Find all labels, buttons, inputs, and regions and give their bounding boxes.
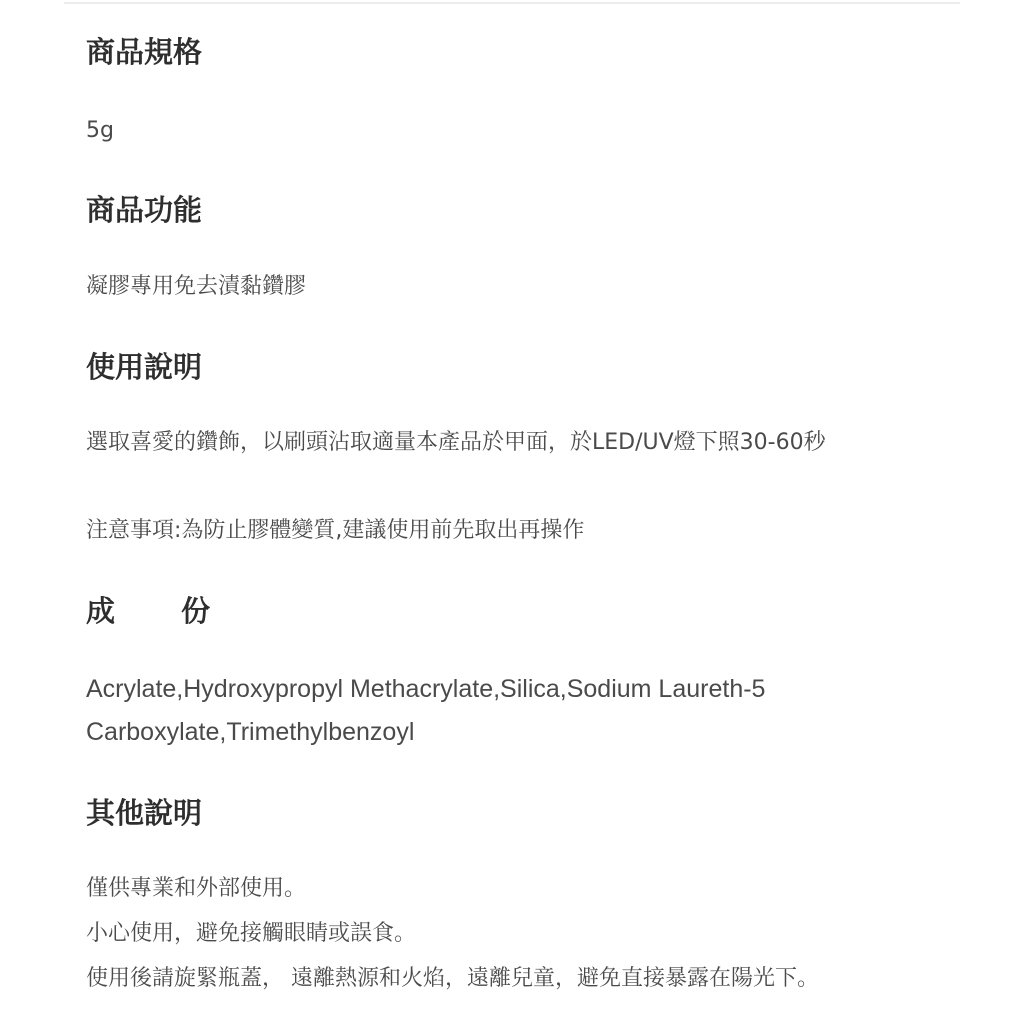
top-divider	[64, 2, 960, 4]
other-heading: 其他說明	[86, 796, 203, 830]
function-value: 凝膠專用免去漬黏鑽膠	[86, 274, 307, 299]
other-note-1: 僅供專業和外部使用。	[86, 876, 307, 901]
function-heading: 商品功能	[86, 193, 203, 227]
other-note-3: 使用後請旋緊瓶蓋， 遠離熱源和火焰，遠離兒童，避免直接暴露在陽光下。	[86, 966, 819, 991]
ingredients-value: Acrylate,Hydroxypropyl Methacrylate,Silica,Sodium Laureth-5 Carboxylate,Trimethylbenzoyl	[86, 675, 766, 746]
other-note-2: 小心使用，避免接觸眼睛或誤食。	[86, 921, 417, 946]
usage-heading: 使用說明	[86, 350, 203, 384]
ingredients-heading-char-1: 成	[86, 594, 116, 628]
spec-heading: 商品規格	[86, 35, 203, 69]
ingredients-heading-char-2: 份	[181, 594, 211, 628]
other-notes-list	[86, 874, 819, 1009]
usage-caution: 注意事項:為防止膠體變質,建議使用前先取出再操作	[86, 518, 585, 543]
usage-instruction: 選取喜愛的鑽飾，以刷頭沾取適量本產品於甲面，於LED/UV燈下照30-60秒	[86, 430, 826, 455]
spec-value: 5g	[86, 118, 114, 143]
ingredients-heading	[86, 593, 210, 629]
